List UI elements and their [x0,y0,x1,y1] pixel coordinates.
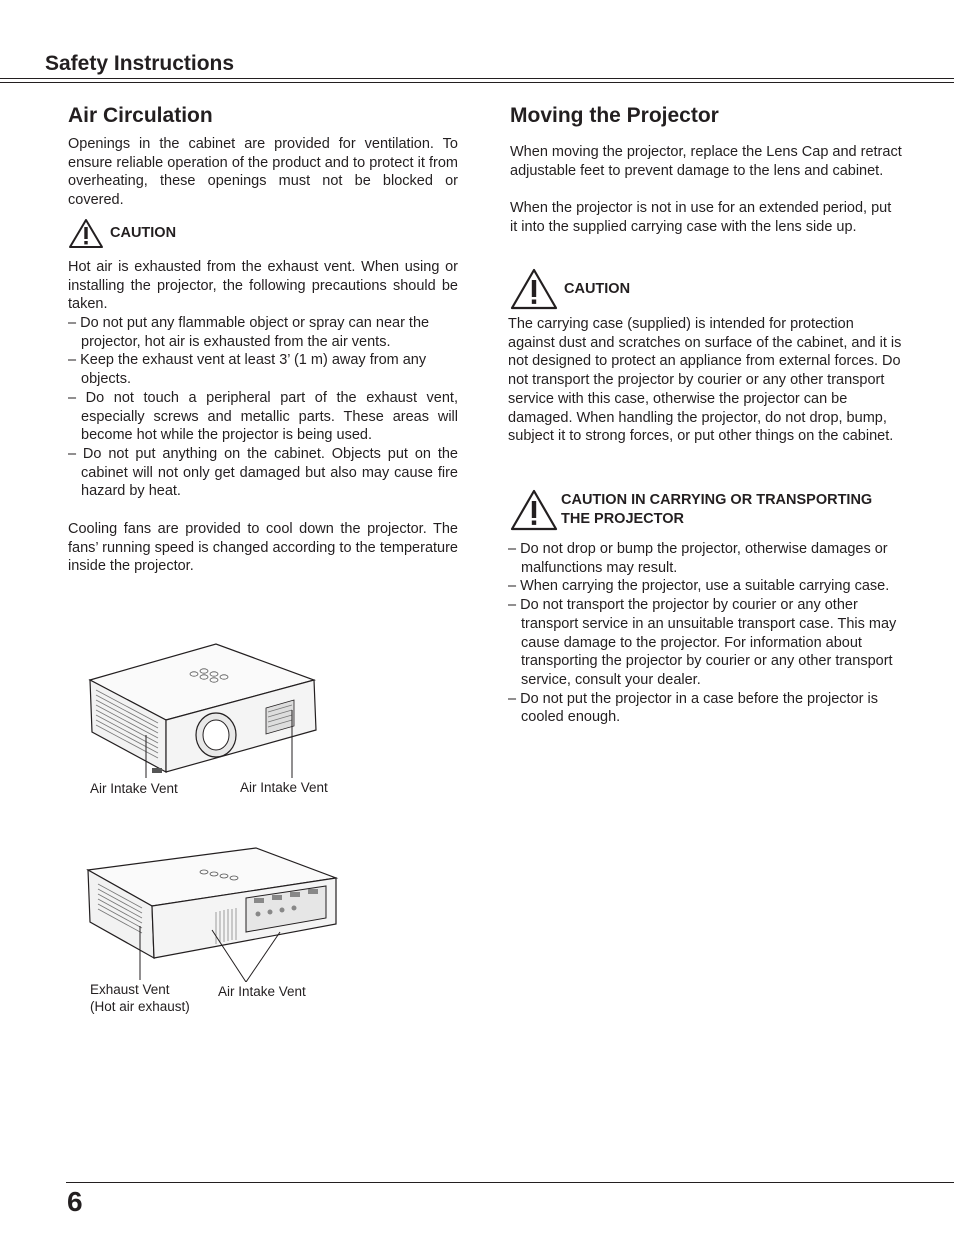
list-item: – When carrying the projector, use a suitable carrying case. [508,578,890,595]
moving-para-2: When the projector is not in use for an extended period, put it into the supplied carrying case with the lens side up. [510,200,892,235]
caution-transport-label-line2: THE PROJECTOR [561,511,685,527]
caution-block-transport [510,489,872,531]
list-item: – Do not put the projector in a case before the projector is cooled enough. [508,690,878,726]
figure2-label-intake: Air Intake Vent [218,984,306,999]
air-circulation-heading: Air Circulation [68,104,213,127]
list-item: – Do not transport the projector by courier or any other transport service in an unsuitable transport case. This may cause damage to the projector. For information about transporting the projector by courier or any other transport service, consult your dealer. [508,597,897,688]
header-rule-bottom [0,82,954,83]
moving-para-1: When moving the projector, replace the Lens Cap and retract adjustable feet to prevent damage to the lens and cabinet. [510,144,902,179]
caution-text-carrying-case: The carrying case (supplied) is intended for protection against dust and scratches on surface of the cabinet, and it is not designed to protect an appliance from external forces. Do not transport the projector by courier or any other transport service with this case, otherwise the projector can be damaged. When handling the projector, do not drop, bump, subject it to strong forces, or put other things on the cabinet. [508,316,902,445]
list-item: – Do not drop or bump the projector, otherwise damages or malfunctions may result. [508,541,888,576]
figure2-label-exhaust-note: (Hot air exhaust) [90,999,190,1014]
figure1-label-left: Air Intake Vent [90,781,178,796]
warning-triangle-icon [68,218,104,249]
warning-triangle-icon [510,489,558,531]
footer-rule [66,1182,954,1183]
transport-precautions-list [508,540,902,727]
caution-transport-label-line1: CAUTION IN CARRYING OR TRANSPORTING [561,492,873,508]
caution-block-air [68,218,176,249]
list-item: – Do not put anything on the cabinet. Objects put on the cabinet will not only get damaged but also may cause fire hazard by heat. [68,445,458,500]
page-number: 6 [67,1186,83,1217]
air-circulation-intro: Openings in the cabinet are provided for ventilation. To ensure reliable operation of the product and to protect it from overheating, these openings must not be blocked or covered. [68,136,458,209]
list-item: – Do not put any flammable object or spray can near the projector, hot air is exhausted from the air vents. [68,315,430,350]
projector-rear-illustration [86,842,342,982]
section-title: Safety Instructions [45,52,235,75]
list-item: – Do not touch a peripheral part of the exhaust vent, especially screws and metallic parts. These areas will become hot while the projector is being used. [68,389,458,444]
moving-projector-heading: Moving the Projector [510,104,719,127]
figure1-label-right: Air Intake Vent [240,780,328,795]
list-item: – Keep the exhaust vent at least 3’ (1 m) away from any objects. [68,352,427,388]
header-rule-top [0,78,954,79]
caution-label: CAUTION [110,225,177,241]
figure2-label-exhaust: Exhaust Vent [90,982,170,997]
caution-block-carrying-case [510,268,630,310]
air-precautions-list [68,314,458,501]
caution-label: CAUTION [564,280,631,297]
warning-triangle-icon [510,268,558,310]
projector-front-illustration [86,640,336,782]
caution-text-air: Hot air is exhausted from the exhaust vent. When using or installing the projector, the following precautions should be taken. [68,259,458,313]
cooling-fans-text: Cooling fans are provided to cool down the projector. The fans’ running speed is changed according to the temperature inside the projector. [68,521,458,575]
